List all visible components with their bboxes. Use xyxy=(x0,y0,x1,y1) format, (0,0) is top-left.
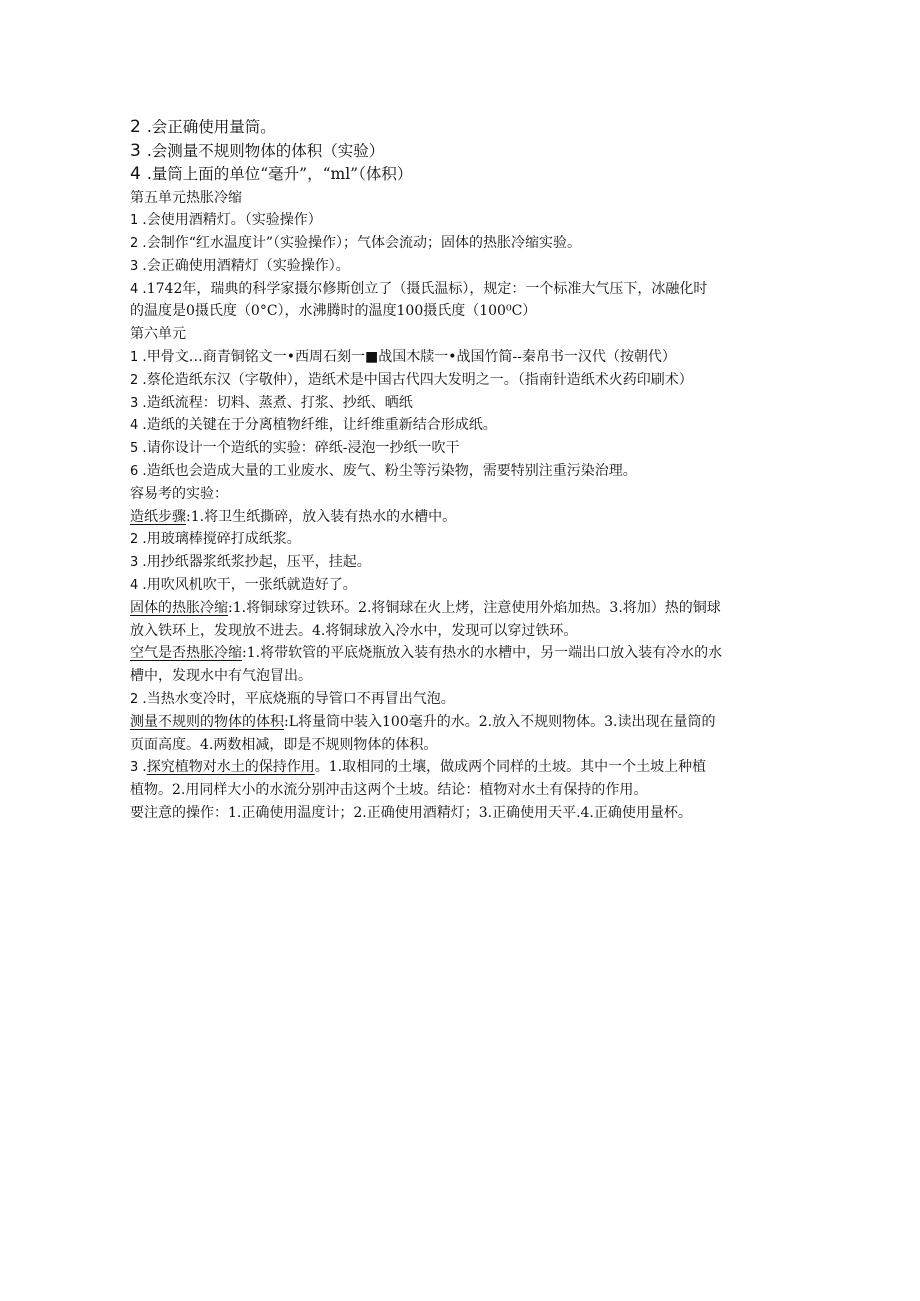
line-text: .甲骨文…商青铜铭文一•西周石刻一■战国木牍一•战国竹简--秦帛书一汉代（按朝代） xyxy=(142,349,676,366)
underlined-heading: 造纸步骤 xyxy=(130,508,186,525)
line-text: :1.将带软管的平底烧瓶放入装有热水的水槽中，另一端出口放入装有冷水的水 xyxy=(242,645,723,662)
text-line xyxy=(130,392,795,415)
line-text: 的温度是0摄氏度（0°C），水沸腾时的温度100摄氏度（100⁰C） xyxy=(130,303,537,320)
line-text: .会测量不规则物体的体积（实验） xyxy=(146,141,385,160)
text-line xyxy=(130,414,795,437)
list-number: 6 xyxy=(130,464,139,480)
line-text: .会制作“红水温度计”（实验操作）；气体会流动；固体的热胀冷缩实验。 xyxy=(142,235,582,252)
text-line xyxy=(130,597,795,620)
list-number: 1 xyxy=(130,350,139,366)
text-line xyxy=(130,620,795,643)
text-line xyxy=(130,779,795,802)
text-line xyxy=(130,255,795,278)
line-text: 容易考的实验： xyxy=(130,485,228,502)
text-line xyxy=(130,209,795,232)
list-number: 3 xyxy=(130,258,139,274)
line-text: .当热水变冷时，平底烧瓶的导管口不再冒出气泡。 xyxy=(142,691,455,708)
text-line xyxy=(130,756,795,779)
line-text: :1.将铜球穿过铁环。2.将铜球在火上烤，注意使用外焰加热。3.将加）热的铜球 xyxy=(228,599,721,616)
text-line xyxy=(130,460,795,483)
line-prefix: . xyxy=(142,759,147,776)
list-number: 2 xyxy=(130,532,139,548)
text-line xyxy=(130,551,795,574)
list-number: 3 xyxy=(130,760,139,776)
list-number: 3 xyxy=(130,140,141,161)
line-text: 第五单元热胀冷缩 xyxy=(130,189,242,206)
text-line xyxy=(130,506,795,529)
underlined-heading: 固体的热胀冷缩 xyxy=(130,599,228,616)
line-text: :1.将卫生纸撕碎，放入装有热水的水槽中。 xyxy=(186,508,457,525)
text-line xyxy=(130,300,795,323)
list-number: 3 xyxy=(130,395,139,411)
text-line xyxy=(130,346,795,369)
line-text: .用吹风机吹干，一张纸就造好了。 xyxy=(142,577,357,594)
line-text: .请你设计一个造纸的实验：碎纸-浸泡一抄纸一吹干 xyxy=(142,440,460,457)
underlined-heading: 空气是否热胀冷缩 xyxy=(130,645,242,662)
list-number: 2 xyxy=(130,236,139,252)
list-number: 4 xyxy=(130,418,139,434)
line-text: .造纸也会造成大量的工业废水、废气、粉尘等污染物，需要特别注重污染治理。 xyxy=(142,463,637,480)
text-line xyxy=(130,369,795,392)
underlined-heading: 探究植物对水土的保持作用 xyxy=(146,759,315,776)
text-line xyxy=(130,711,795,734)
line-text: .用玻璃棒搅碎打成纸浆。 xyxy=(142,531,301,548)
line-text: 页面高度。4.两数相减，即是不规则物体的体积。 xyxy=(130,736,438,753)
line-text: .造纸的关键在于分离植物纤维，让纤维重新结合形成纸。 xyxy=(142,417,497,434)
underlined-heading: 测量不规则的物体的体积 xyxy=(130,713,284,730)
text-line xyxy=(130,437,795,460)
line-text: .会正确使用量筒。 xyxy=(146,118,276,136)
text-line xyxy=(130,574,795,597)
text-line xyxy=(130,734,795,757)
text-line xyxy=(130,665,795,688)
line-text: .会正确使用酒精灯（实验操作）。 xyxy=(142,257,350,274)
text-line xyxy=(130,116,795,140)
line-text: 植物。2.用同样大小的水流分别冲击这两个土坡。结论：植物对水土有保持的作用。 xyxy=(130,782,648,799)
line-text: 槽中，发现水中有气泡冒出。 xyxy=(130,668,312,685)
list-number: 3 xyxy=(130,555,139,571)
line-text: .量筒上面的单位“毫升”，“ml”（体积） xyxy=(146,165,413,183)
text-line xyxy=(130,528,795,551)
line-text: .用抄纸器浆纸浆抄起，压平，挂起。 xyxy=(142,554,371,571)
list-number: 4 xyxy=(130,164,141,184)
list-number: 2 xyxy=(130,692,139,708)
text-line xyxy=(130,140,795,164)
line-text: .会使用酒精灯。（实验操作） xyxy=(142,212,322,229)
list-number: 2 xyxy=(130,372,139,388)
line-text: .1742年，瑞典的科学家摄尔修斯创立了（摄氏温标），规定：一个标准大气压下，冰融化时 xyxy=(142,280,708,297)
line-text: :L将量筒中装入100毫升的水。2.放入不规则物体。3.读出现在量筒的 xyxy=(284,713,716,730)
text-line xyxy=(130,802,795,825)
text-line xyxy=(130,187,795,210)
list-number: 4 xyxy=(130,281,139,297)
text-line xyxy=(130,232,795,255)
line-text: 第六单元 xyxy=(130,326,186,343)
list-number: 5 xyxy=(130,441,139,457)
line-text: 要注意的操作：1.正确使用温度计；2.正确使用酒精灯；3.正确使用天平.4.正确使用量杯。 xyxy=(130,805,692,822)
document-body xyxy=(130,116,795,825)
text-line xyxy=(130,278,795,301)
text-line xyxy=(130,163,795,187)
line-text: .蔡伦造纸东汉（字敬仲），造纸术是中国古代四大发明之一。（指南针造纸术火药印刷术） xyxy=(142,371,693,388)
line-text: .造纸流程：切料、蒸煮、打浆、抄纸、晒纸 xyxy=(142,394,413,411)
list-number: 4 xyxy=(130,578,139,594)
line-text: 。1.取相同的土壤，做成两个同样的土坡。其中一个土坡上种植 xyxy=(314,759,707,776)
list-number: 1 xyxy=(130,213,139,229)
text-line xyxy=(130,323,795,346)
text-line xyxy=(130,483,795,506)
text-line xyxy=(130,688,795,711)
list-number: 2 xyxy=(130,117,141,137)
text-line xyxy=(130,642,795,665)
line-text: 放入铁环上，发现放不进去。4.将铜球放入冷水中，发现可以穿过铁环。 xyxy=(130,622,578,639)
